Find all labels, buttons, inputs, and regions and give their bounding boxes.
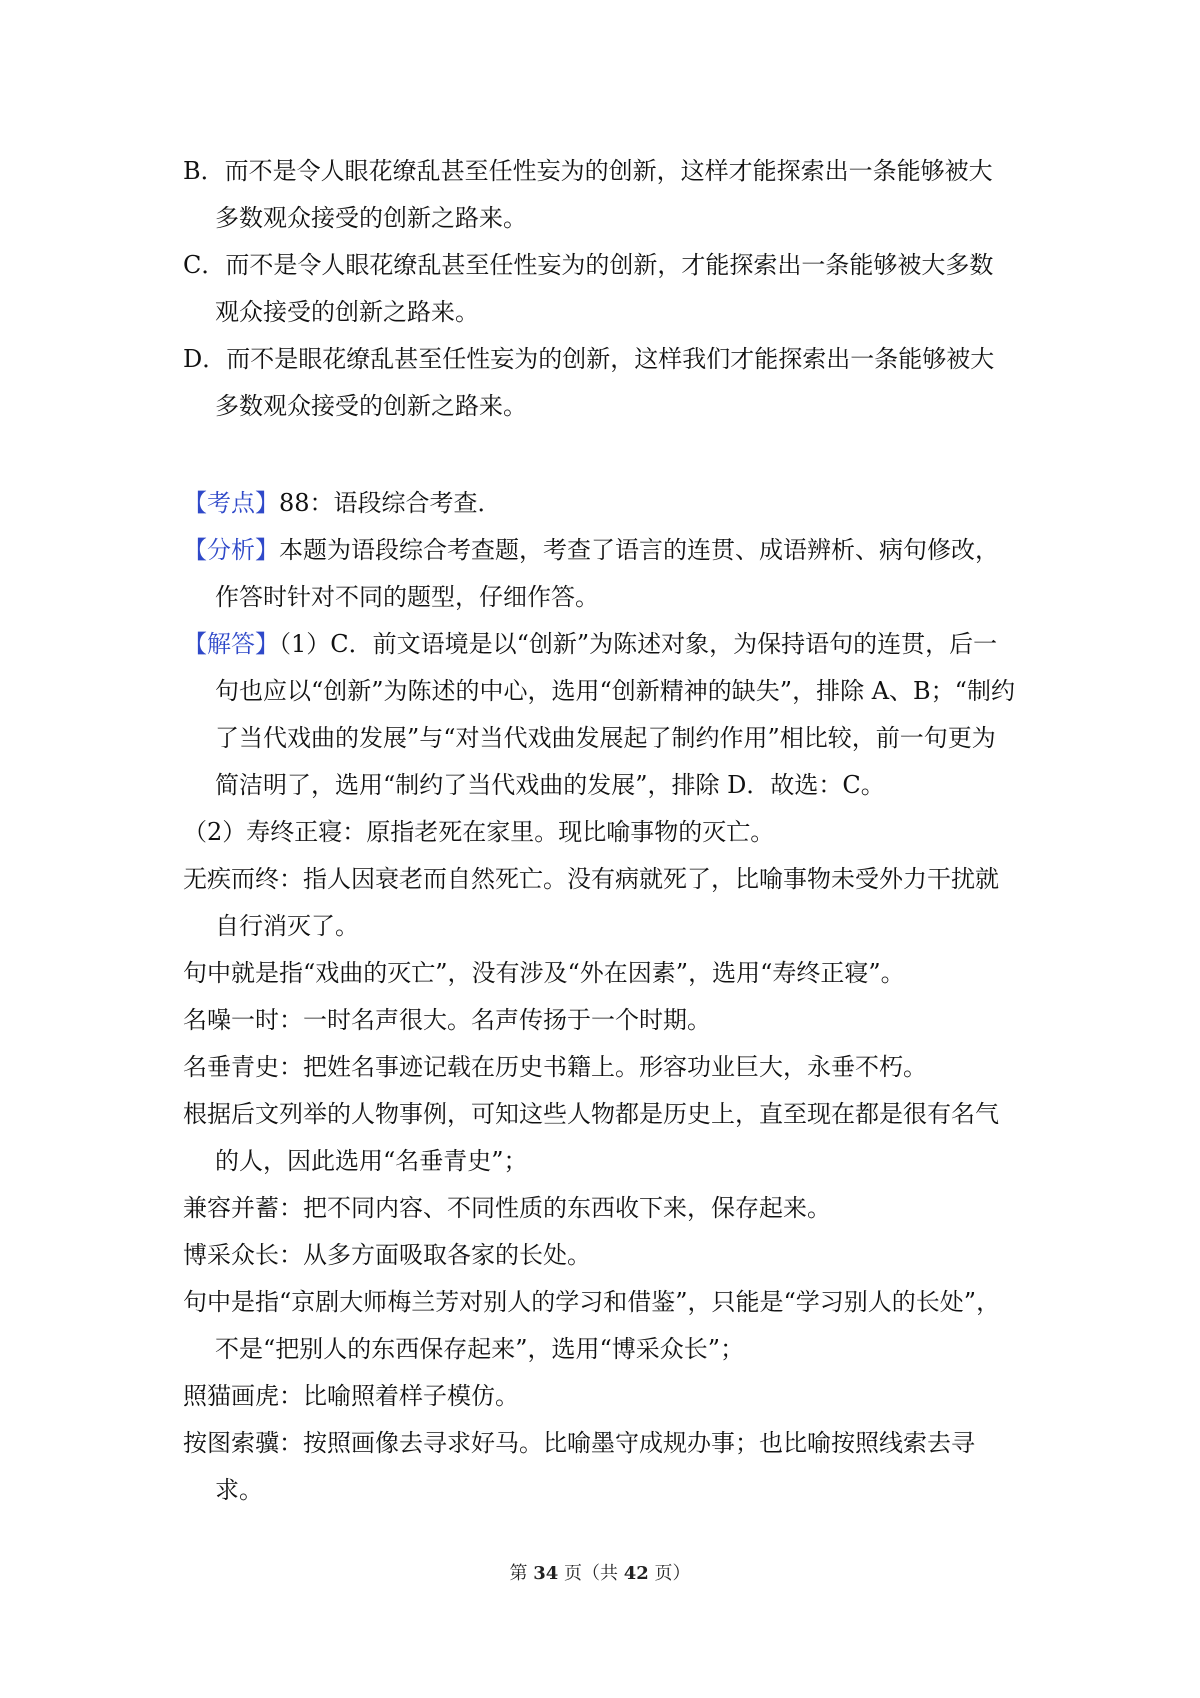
explanation-line: 句中就是指“戏曲的灭亡”，没有涉及“外在因素”，选用“寿终正寝”。 <box>183 959 905 987</box>
explanation-line: 求。 <box>215 1476 263 1504</box>
option-b-line1: B．而不是令人眼花缭乱甚至任性妄为的创新，这样才能探索出一条能够被大 <box>183 157 993 185</box>
footer-total-pages: 42 <box>623 1563 649 1584</box>
footer-prefix: 第 <box>509 1563 528 1584</box>
jieda-line2: 句也应以“创新”为陈述的中心，选用“创新精神的缺失”，排除 A、B；“制约 <box>215 677 1015 705</box>
kaodian-tag: 【考点】 <box>183 489 279 517</box>
kaodian-line <box>183 480 1023 527</box>
option-d-line1: D．而不是眼花缭乱甚至任性妄为的创新，这样我们才能探索出一条能够被大 <box>183 345 995 373</box>
fenxi-line1 <box>183 527 1023 574</box>
explanation-line: 兼容并蓄：把不同内容、不同性质的东西收下来，保存起来。 <box>183 1194 831 1222</box>
option-c-line2: 观众接受的创新之路来。 <box>215 298 479 326</box>
explanation-line: 照猫画虎：比喻照着样子模仿。 <box>183 1382 519 1410</box>
option-c-line1: C．而不是令人眼花缭乱甚至任性妄为的创新，才能探索出一条能够被大多数 <box>183 251 994 279</box>
option-d-line2: 多数观众接受的创新之路来。 <box>215 392 527 420</box>
fenxi-line2: 作答时针对不同的题型，仔细作答。 <box>215 583 599 611</box>
explanation-line: 自行消灭了。 <box>215 912 359 940</box>
page-footer <box>0 1562 1200 1586</box>
option-b-line2: 多数观众接受的创新之路来。 <box>215 204 527 232</box>
explanation-line: 博采众长：从多方面吸取各家的长处。 <box>183 1241 591 1269</box>
fenxi-text: 本题为语段综合考查题，考查了语言的连贯、成语辨析、病句修改， <box>279 536 999 564</box>
kaodian-text: 88：语段综合考查． <box>279 489 502 517</box>
document-body <box>183 148 1023 1514</box>
fenxi-tag: 【分析】 <box>183 536 279 564</box>
jieda-text: （1）C．前文语境是以“创新”为陈述对象，为保持语句的连贯，后一 <box>279 630 998 658</box>
jieda-line4: 简洁明了，选用“制约了当代戏曲的发展”，排除 D．故选：C。 <box>215 771 885 799</box>
explanation-line: 句中是指“京剧大师梅兰芳对别人的学习和借鉴”，只能是“学习别人的长处”， <box>183 1288 1001 1316</box>
explanation-line: 根据后文列举的人物事例，可知这些人物都是历史上，直至现在都是很有名气 <box>183 1100 999 1128</box>
explanation-line: （2）寿终正寝：原指老死在家里。现比喻事物的灭亡。 <box>183 818 775 846</box>
jieda-line1 <box>183 621 1023 668</box>
explanation-line: 名噪一时：一时名声很大。名声传扬于一个时期。 <box>183 1006 711 1034</box>
jieda-line3: 了当代戏曲的发展”与“对当代戏曲发展起了制约作用”相比较，前一句更为 <box>215 724 996 752</box>
footer-suffix: 页） <box>654 1563 691 1584</box>
footer-page-number: 34 <box>533 1563 559 1584</box>
answer-explanation <box>183 809 1023 1514</box>
explanation-line: 无疾而终：指人因衰老而自然死亡。没有病就死了，比喻事物未受外力干扰就 <box>183 865 999 893</box>
explanation-line: 名垂青史：把姓名事迹记载在历史书籍上。形容功业巨大，永垂不朽。 <box>183 1053 927 1081</box>
jieda-tag: 【解答】 <box>183 630 279 658</box>
explanation-line: 的人，因此选用“名垂青史”； <box>215 1147 528 1175</box>
explanation-line: 不是“把别人的东西保存起来”，选用“博采众长”； <box>215 1335 745 1363</box>
explanation-line: 按图索骥：按照画像去寻求好马。比喻墨守成规办事；也比喻按照线索去寻 <box>183 1429 975 1457</box>
footer-middle: 页（共 <box>564 1563 618 1584</box>
